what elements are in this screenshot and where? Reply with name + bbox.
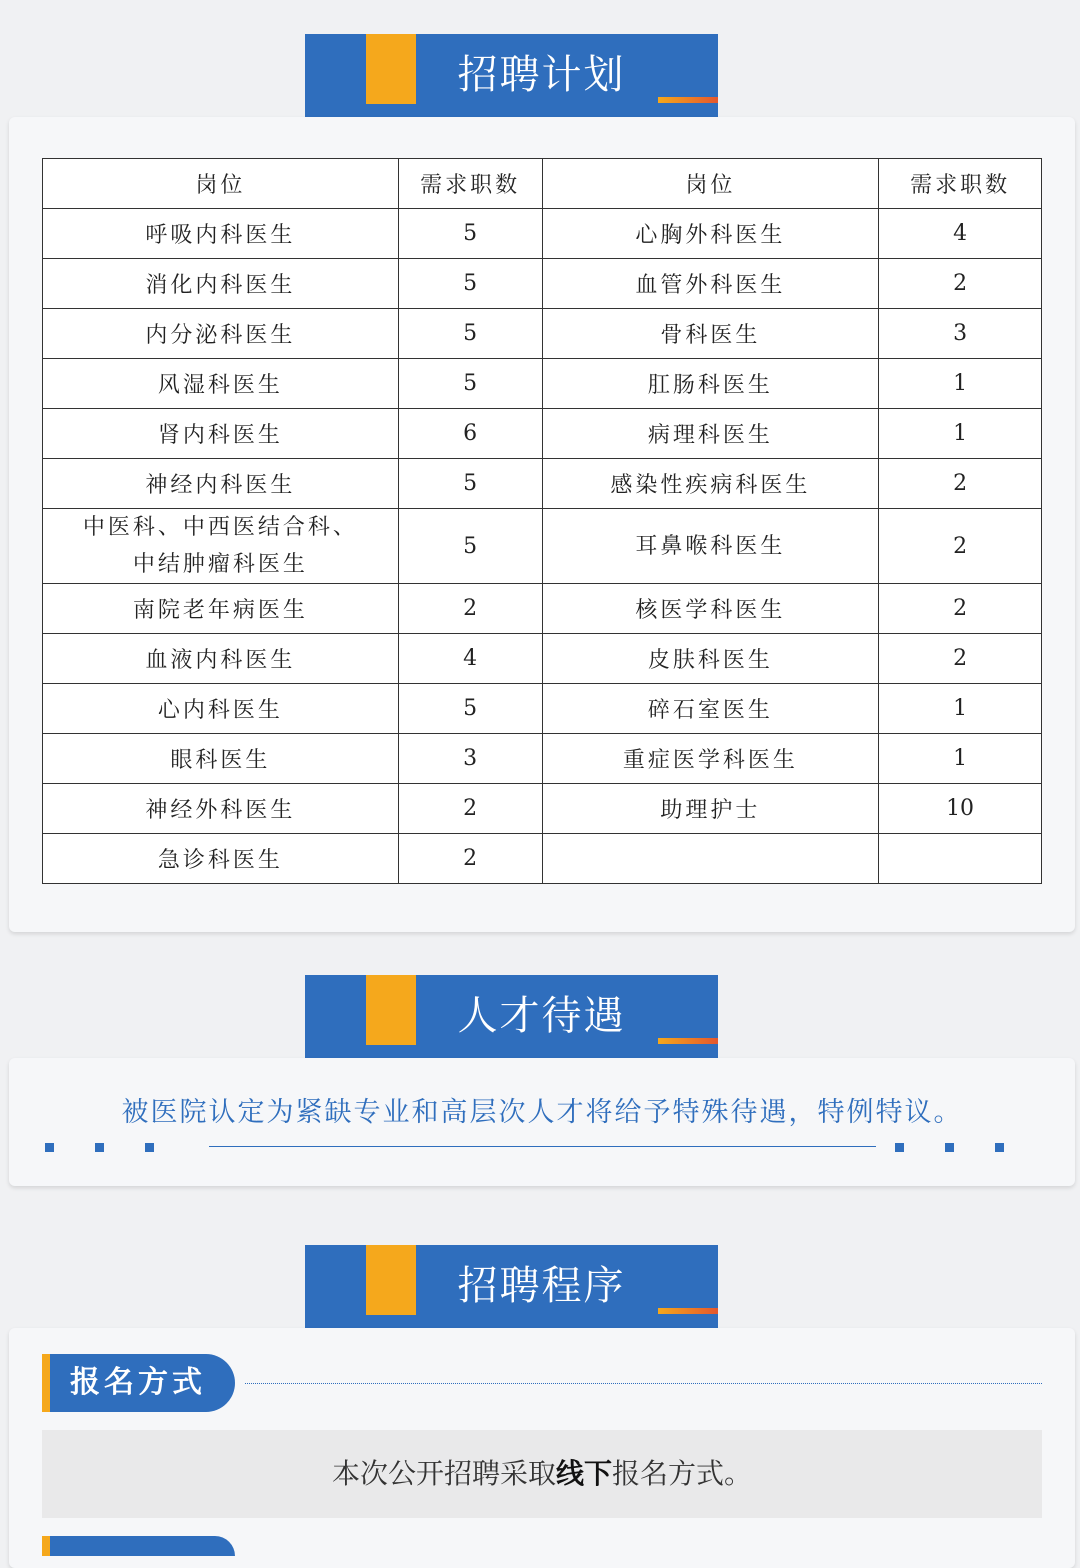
- plan-section-title: 招聘计划: [457, 52, 626, 98]
- count-cell: 5: [398, 509, 542, 584]
- table-row: [43, 784, 1042, 834]
- tag-dotted-line: [245, 1383, 1042, 1384]
- count-cell: 2: [398, 834, 542, 884]
- table-row: [43, 509, 1042, 584]
- header-count-right: 需求职数: [879, 159, 1042, 209]
- count-cell: 2: [879, 459, 1042, 509]
- count-cell: 2: [879, 509, 1042, 584]
- tag-orange-stripe: [42, 1536, 50, 1556]
- position-cell: 肛肠科医生: [542, 359, 879, 409]
- position-cell: 内分泌科医生: [43, 309, 399, 359]
- table-row: [43, 359, 1042, 409]
- position-cell-line-2: 中结肿瘤科医生: [132, 552, 308, 577]
- position-cell-line-1: 中医科、中西医结合科、: [82, 515, 358, 540]
- count-cell: 5: [398, 309, 542, 359]
- count-cell: 5: [398, 259, 542, 309]
- position-cell: 消化内科医生: [43, 259, 399, 309]
- treatment-card: [9, 1058, 1075, 1186]
- position-cell: 神经外科医生: [43, 784, 399, 834]
- count-cell: 2: [879, 259, 1042, 309]
- position-cell: 骨科医生: [542, 309, 879, 359]
- position-cell: 核医学科医生: [542, 584, 879, 634]
- position-cell: 皮肤科医生: [542, 634, 879, 684]
- count-cell: 2: [879, 634, 1042, 684]
- table-row: [43, 684, 1042, 734]
- position-cell: 眼科医生: [43, 734, 399, 784]
- table-row: [43, 834, 1042, 884]
- count-cell: 4: [398, 634, 542, 684]
- info-bold: 线下: [555, 1457, 612, 1490]
- position-cell: 耳鼻喉科医生: [542, 509, 879, 584]
- position-cell: 助理护士: [542, 784, 879, 834]
- treatment-text: 被医院认定为紧缺专业和高层次人才将给予特殊待遇，特例特议。: [121, 1097, 963, 1128]
- banner-accent-line: [658, 97, 718, 103]
- position-cell: 急诊科医生: [43, 834, 399, 884]
- position-cell: 风湿科医生: [43, 359, 399, 409]
- table-row: [43, 734, 1042, 784]
- count-cell: 2: [398, 584, 542, 634]
- position-cell: 病理科医生: [542, 409, 879, 459]
- header-position-left: 岗位: [43, 159, 399, 209]
- position-cell: 肾内科医生: [43, 409, 399, 459]
- count-cell: 3: [879, 309, 1042, 359]
- position-cell: 心胸外科医生: [542, 209, 879, 259]
- position-cell: [43, 509, 399, 584]
- position-cell: 血管外科医生: [542, 259, 879, 309]
- treatment-divider-line: [209, 1146, 876, 1147]
- count-cell: 2: [398, 784, 542, 834]
- header-count-left: 需求职数: [398, 159, 542, 209]
- tag-orange-stripe: [42, 1354, 50, 1412]
- count-cell: 1: [879, 684, 1042, 734]
- banner-accent-line: [658, 1038, 718, 1044]
- info-suffix: 报名方式。: [612, 1457, 753, 1490]
- count-cell: 3: [398, 734, 542, 784]
- count-cell: 2: [879, 584, 1042, 634]
- count-cell: 1: [879, 359, 1042, 409]
- count-cell: 5: [398, 684, 542, 734]
- count-cell: 10: [879, 784, 1042, 834]
- info-prefix: 本次公开招聘采取: [331, 1457, 556, 1490]
- position-cell: [542, 834, 879, 884]
- procedure-section-banner: [305, 1245, 718, 1328]
- table-row: [43, 259, 1042, 309]
- count-cell: 4: [879, 209, 1042, 259]
- count-cell: 1: [879, 409, 1042, 459]
- count-cell: 5: [398, 459, 542, 509]
- count-cell: 5: [398, 359, 542, 409]
- position-cell: 神经内科医生: [43, 459, 399, 509]
- position-cell: 感染性疾病科医生: [542, 459, 879, 509]
- table-row: [43, 309, 1042, 359]
- banner-orange-block: [366, 34, 416, 104]
- table-header-row: [43, 159, 1042, 209]
- plan-card: [9, 117, 1075, 932]
- banner-orange-block: [366, 1245, 416, 1315]
- table-row: [43, 459, 1042, 509]
- procedure-card: [9, 1328, 1075, 1568]
- position-cell: 南院老年病医生: [43, 584, 399, 634]
- position-cell: 血液内科医生: [43, 634, 399, 684]
- left-dots-decoration: [45, 1143, 165, 1152]
- treatment-section-banner: [305, 975, 718, 1058]
- count-cell: [879, 834, 1042, 884]
- count-cell: 5: [398, 209, 542, 259]
- registration-info-box: [42, 1430, 1042, 1518]
- position-cell: 碎石室医生: [542, 684, 879, 734]
- treatment-section-title: 人才待遇: [457, 993, 626, 1039]
- banner-orange-block: [366, 975, 416, 1045]
- position-cell: 心内科医生: [43, 684, 399, 734]
- table-row: [43, 409, 1042, 459]
- plan-section-banner: [305, 34, 718, 117]
- registration-method-tag: [42, 1354, 235, 1412]
- right-dots-decoration: [895, 1143, 1015, 1152]
- table-row: [43, 584, 1042, 634]
- recruitment-plan-table: [42, 158, 1042, 884]
- count-cell: 6: [398, 409, 542, 459]
- count-cell: 1: [879, 734, 1042, 784]
- banner-accent-line: [658, 1308, 718, 1314]
- procedure-section-title: 招聘程序: [457, 1263, 626, 1309]
- header-position-right: 岗位: [542, 159, 879, 209]
- registration-method-label: 报名方式: [70, 1365, 206, 1400]
- position-cell: 重症医学科医生: [542, 734, 879, 784]
- table-row: [43, 209, 1042, 259]
- table-row: [43, 634, 1042, 684]
- next-section-tag: [42, 1536, 235, 1556]
- position-cell: 呼吸内科医生: [43, 209, 399, 259]
